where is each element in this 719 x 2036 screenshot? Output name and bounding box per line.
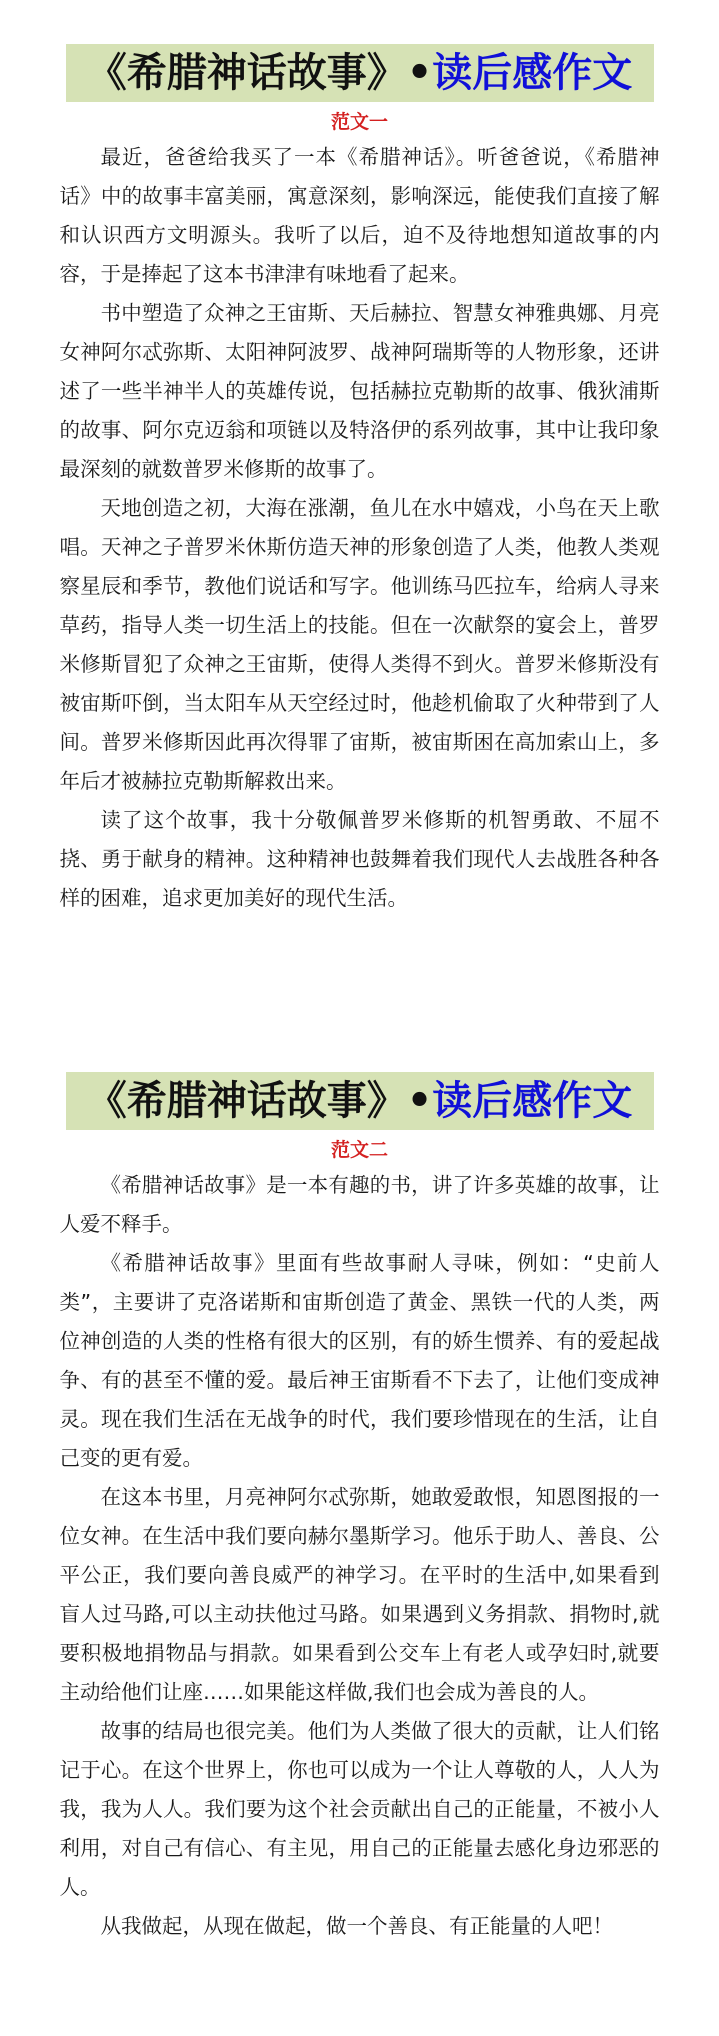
title-book-name: 《希腊神话故事》• (86, 1078, 433, 1124)
paragraph: 书中塑造了众神之王宙斯、天后赫拉、智慧女神雅典娜、月亮女神阿尔忒弥斯、太阳神阿波罗、战神阿瑞斯等的人物形象，还讲述了一些半神半人的英雄传说，包括赫拉克勒斯的故事、俄狄浦斯的故事、阿尔克迈翁和项链以及特洛伊的系列故事，其中让我印象最深刻的就数普罗米修斯的故事了。 (59, 301, 660, 481)
title-book-name: 《希腊神话故事》• (86, 50, 433, 96)
essay-section-2 (0, 1072, 719, 1946)
essay-title-banner (66, 44, 654, 102)
paragraph: 在这本书里，月亮神阿尔忒弥斯，她敢爱敢恨，知恩图报的一位女神。在生活中我们要向赫尔墨斯学习。他乐于助人、善良、公平公正，我们要向善良威严的神学习。在平时的生活中,如果看到盲人过马路,可以主动扶他过马路。如果遇到义务捐款、捐物时,就要积极地捐物品与捐款。如果看到公交车上有老人或孕妇时,就要主动给他们让座……如果能这样做,我们也会成为善良的人。 (59, 1485, 660, 1704)
essay-section-1 (0, 44, 719, 918)
title-essay-type: 读后感作文 (432, 1078, 633, 1124)
essay-subtitle: 范文一 (330, 111, 388, 133)
paragraph: 《希腊神话故事》里面有些故事耐人寻味，例如：“史前人类”，主要讲了克洛诺斯和宙斯创造了黄金、黑铁一代的人类，两位神创造的人类的性格有很大的区别，有的娇生惯养、有的爱起战争、有的甚至不懂的爱。最后神王宙斯看不下去了，让他们变成神灵。现在我们生活在无战争的时代，我们要珍惜现在的生活，让自己变的更有爱。 (59, 1251, 660, 1470)
paragraph: 《希腊神话故事》是一本有趣的书，讲了许多英雄的故事，让人爱不释手。 (59, 1173, 660, 1236)
paragraph: 天地创造之初，大海在涨潮，鱼儿在水中嬉戏，小鸟在天上歌唱。天神之子普罗米休斯仿造天神的形象创造了人类，他教人类观察星辰和季节，教他们说话和写字。他训练马匹拉车，给病人寻来草药，指导人类一切生活上的技能。但在一次献祭的宴会上，普罗米修斯冒犯了众神之王宙斯，使得人类得不到火。普罗米修斯没有被宙斯吓倒，当太阳车从天空经过时，他趁机偷取了火种带到了人间。普罗米修斯因此再次得罪了宙斯，被宙斯困在高加索山上，多年后才被赫拉克勒斯解救出来。 (59, 496, 660, 793)
title-essay-type: 读后感作文 (432, 50, 633, 96)
paragraph: 读了这个故事，我十分敬佩普罗米修斯的机智勇敢、不屈不挠、勇于献身的精神。这种精神也鼓舞着我们现代人去战胜各种各样的困难，追求更加美好的现代生活。 (59, 808, 660, 910)
paragraph: 最近，爸爸给我买了一本《希腊神话》。听爸爸说，《希腊神话》中的故事丰富美丽，寓意深刻，影响深远，能使我们直接了解和认识西方文明源头。我听了以后，迫不及待地想知道故事的内容，于是捧起了这本书津津有味地看了起来。 (59, 145, 660, 286)
paragraph: 故事的结局也很完美。他们为人类做了很大的贡献，让人们铭记于心。在这个世界上，你也可以成为一个让人尊敬的人，人人为我，我为人人。我们要为这个社会贡献出自己的正能量，不被小人利用，对自己有信心、有主见，用自己的正能量去感化身边邪恶的人。 (59, 1719, 660, 1899)
paragraph: 从我做起，从现在做起，做一个善良、有正能量的人吧！ (100, 1914, 613, 1938)
essay-title-banner (66, 1072, 654, 1130)
essay-subtitle: 范文二 (330, 1139, 388, 1161)
